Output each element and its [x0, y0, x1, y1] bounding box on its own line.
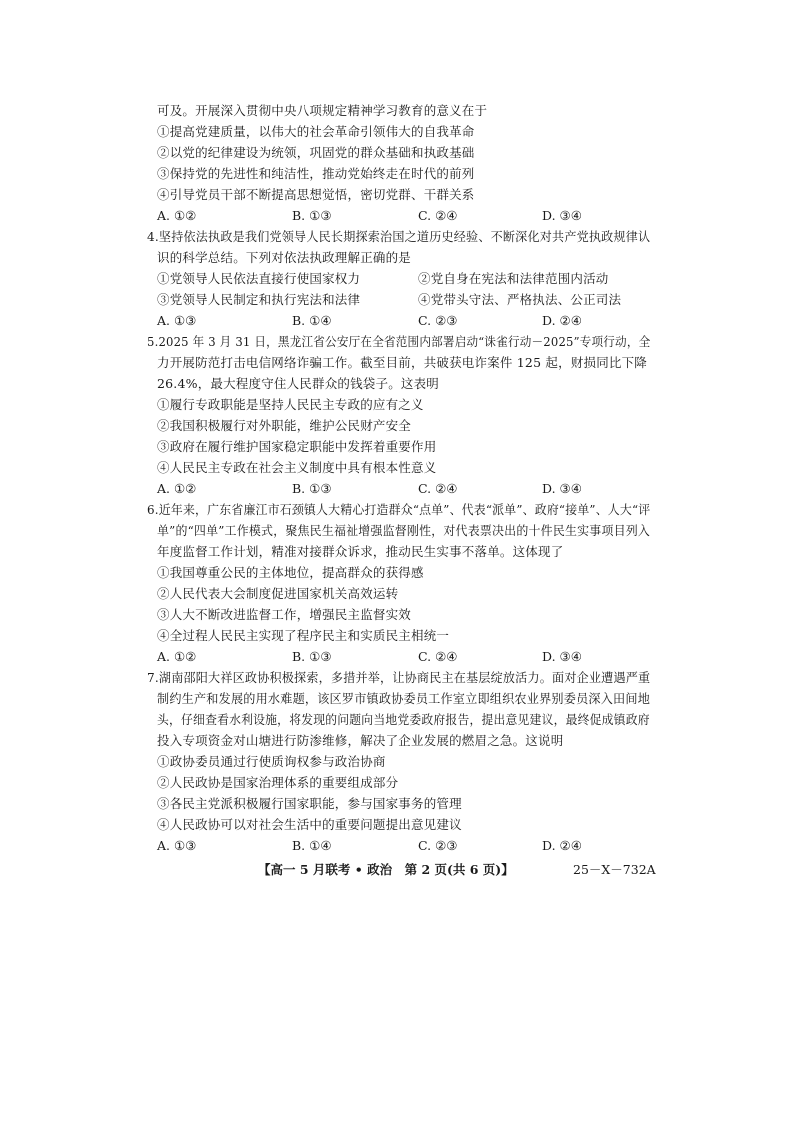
q7-stem-line-1: 7.湖南邵阳大祥区政协积极探索，多措并举，让协商民主在基层绽放活力。面对企业遭遇严重 — [147, 670, 651, 685]
q7-choice-d[interactable]: D. ②④ — [542, 838, 582, 853]
q7-stem-line-3: 头，仔细查看水利设施，将发现的问题向当地党委政府报告，提出意见建议，最终促成镇政府 — [157, 712, 650, 727]
q5-option-4: ④人民民主专政在社会主义制度中具有根本性意义 — [157, 460, 437, 475]
q4-option-3: ③党领导人民制定和执行宪法和法律 — [157, 292, 361, 307]
q5-stem-line-3: 26.4%，最大程度守住人民群众的钱袋子。这表明 — [157, 376, 440, 391]
q7-choice-a[interactable]: A. ①③ — [157, 838, 197, 853]
q3-choice-c[interactable]: C. ②④ — [418, 208, 458, 223]
q5-option-1: ①履行专政职能是坚持人民民主专政的应有之义 — [157, 397, 424, 412]
q6-stem-line-3: 年度监督工作计划，精准对接群众诉求，推动民生实事不落单。这体现了 — [157, 544, 564, 559]
q3-option-2: ②以党的纪律建设为统领，巩固党的群众基础和执政基础 — [157, 145, 475, 160]
q4-stem-line-1: 4.坚持依法执政是我们党领导人民长期探索治国之道历史经验、不断深化对共产党执政规律认 — [147, 229, 651, 244]
q7-choice-c[interactable]: C. ②③ — [418, 838, 458, 853]
q6-stem-line-2: 单”的“四单”工作模式，聚焦民生福祉增强监督刚性，对代表票决出的十件民生实事项目列入 — [157, 523, 651, 538]
q4-option-1: ①党领导人民依法直接行使国家权力 — [157, 271, 361, 286]
q7-option-4: ④人民政协可以对社会生活中的重要问题提出意见建议 — [157, 817, 462, 832]
q5-option-3: ③政府在履行维护国家稳定职能中发挥着重要作用 — [157, 439, 437, 454]
q3-option-1: ①提高党建质量，以伟大的社会革命引领伟大的自我革命 — [157, 124, 475, 139]
q7-stem-line-2: 制约生产和发展的用水难题，该区罗市镇政协委员工作室立即组织农业界别委员深入田间地 — [157, 691, 651, 706]
q5-choice-b[interactable]: B. ①③ — [292, 481, 332, 496]
q7-option-2: ②人民政协是国家治理体系的重要组成部分 — [157, 775, 399, 790]
q4-choice-b[interactable]: B. ①④ — [292, 313, 332, 328]
exam-code: 25－X－732A — [573, 862, 656, 877]
q4-choice-a[interactable]: A. ①③ — [157, 313, 197, 328]
page-footer: 【高一 5 月联考 • 政治 第 2 页(共 6 页)】 — [258, 862, 514, 877]
q3-choice-a[interactable]: A. ①② — [157, 208, 197, 223]
q3-option-4: ④引导党员干部不断提高思想觉悟，密切党群、干群关系 — [157, 187, 475, 202]
q5-choice-a[interactable]: A. ①② — [157, 481, 197, 496]
q4-option-4: ④党带头守法、严格执法、公正司法 — [418, 292, 622, 307]
q7-choice-b[interactable]: B. ①④ — [292, 838, 332, 853]
q4-stem-line-2: 识的科学总结。下列对依法执政理解正确的是 — [157, 250, 412, 265]
q4-option-2: ②党自身在宪法和法律范围内活动 — [418, 271, 609, 286]
q5-choice-c[interactable]: C. ②④ — [418, 481, 458, 496]
q7-option-1: ①政协委员通过行使质询权参与政治协商 — [157, 754, 386, 769]
q7-stem-line-4: 投入专项资金对山塘进行防渗维修，解决了企业发展的燃眉之急。这说明 — [157, 733, 564, 748]
q6-choice-b[interactable]: B. ①③ — [292, 649, 332, 664]
q6-option-4: ④全过程人民民主实现了程序民主和实质民主相统一 — [157, 628, 450, 643]
q4-choice-c[interactable]: C. ②③ — [418, 313, 458, 328]
q6-option-1: ①我国尊重公民的主体地位，提高群众的获得感 — [157, 565, 424, 580]
q6-choice-d[interactable]: D. ③④ — [542, 649, 582, 664]
q3-choice-d[interactable]: D. ③④ — [542, 208, 582, 223]
q6-option-3: ③人大不断改进监督工作，增强民主监督实效 — [157, 607, 412, 622]
q5-stem-line-1: 5.2025 年 3 月 31 日，黑龙江省公安厅在全省范围内部署启动“诛雀行动－2025”专项行动，全 — [147, 334, 651, 349]
q3-choice-b[interactable]: B. ①③ — [292, 208, 332, 223]
q5-option-2: ②我国积极履行对外职能，维护公民财产安全 — [157, 418, 412, 433]
q3-option-3: ③保持党的先进性和纯洁性，推动党始终走在时代的前列 — [157, 166, 475, 181]
q4-choice-d[interactable]: D. ②④ — [542, 313, 582, 328]
q5-stem-line-2: 力开展防范打击电信网络诈骗工作。截至目前，共破获电诈案件 125 起，财损同比下降 — [157, 355, 648, 370]
q6-stem-line-1: 6.近年来，广东省廉江市石颈镇人大精心打造群众“点单”、代表“派单”、政府“接单”、人大“评 — [147, 502, 651, 517]
q7-option-3: ③各民主党派积极履行国家职能，参与国家事务的管理 — [157, 796, 462, 811]
q6-option-2: ②人民代表大会制度促进国家机关高效运转 — [157, 586, 399, 601]
q6-choice-a[interactable]: A. ①② — [157, 649, 197, 664]
q5-choice-d[interactable]: D. ③④ — [542, 481, 582, 496]
q3-stem-continuation: 可及。开展深入贯彻中央八项规定精神学习教育的意义在于 — [157, 103, 488, 118]
q6-choice-c[interactable]: C. ②④ — [418, 649, 458, 664]
